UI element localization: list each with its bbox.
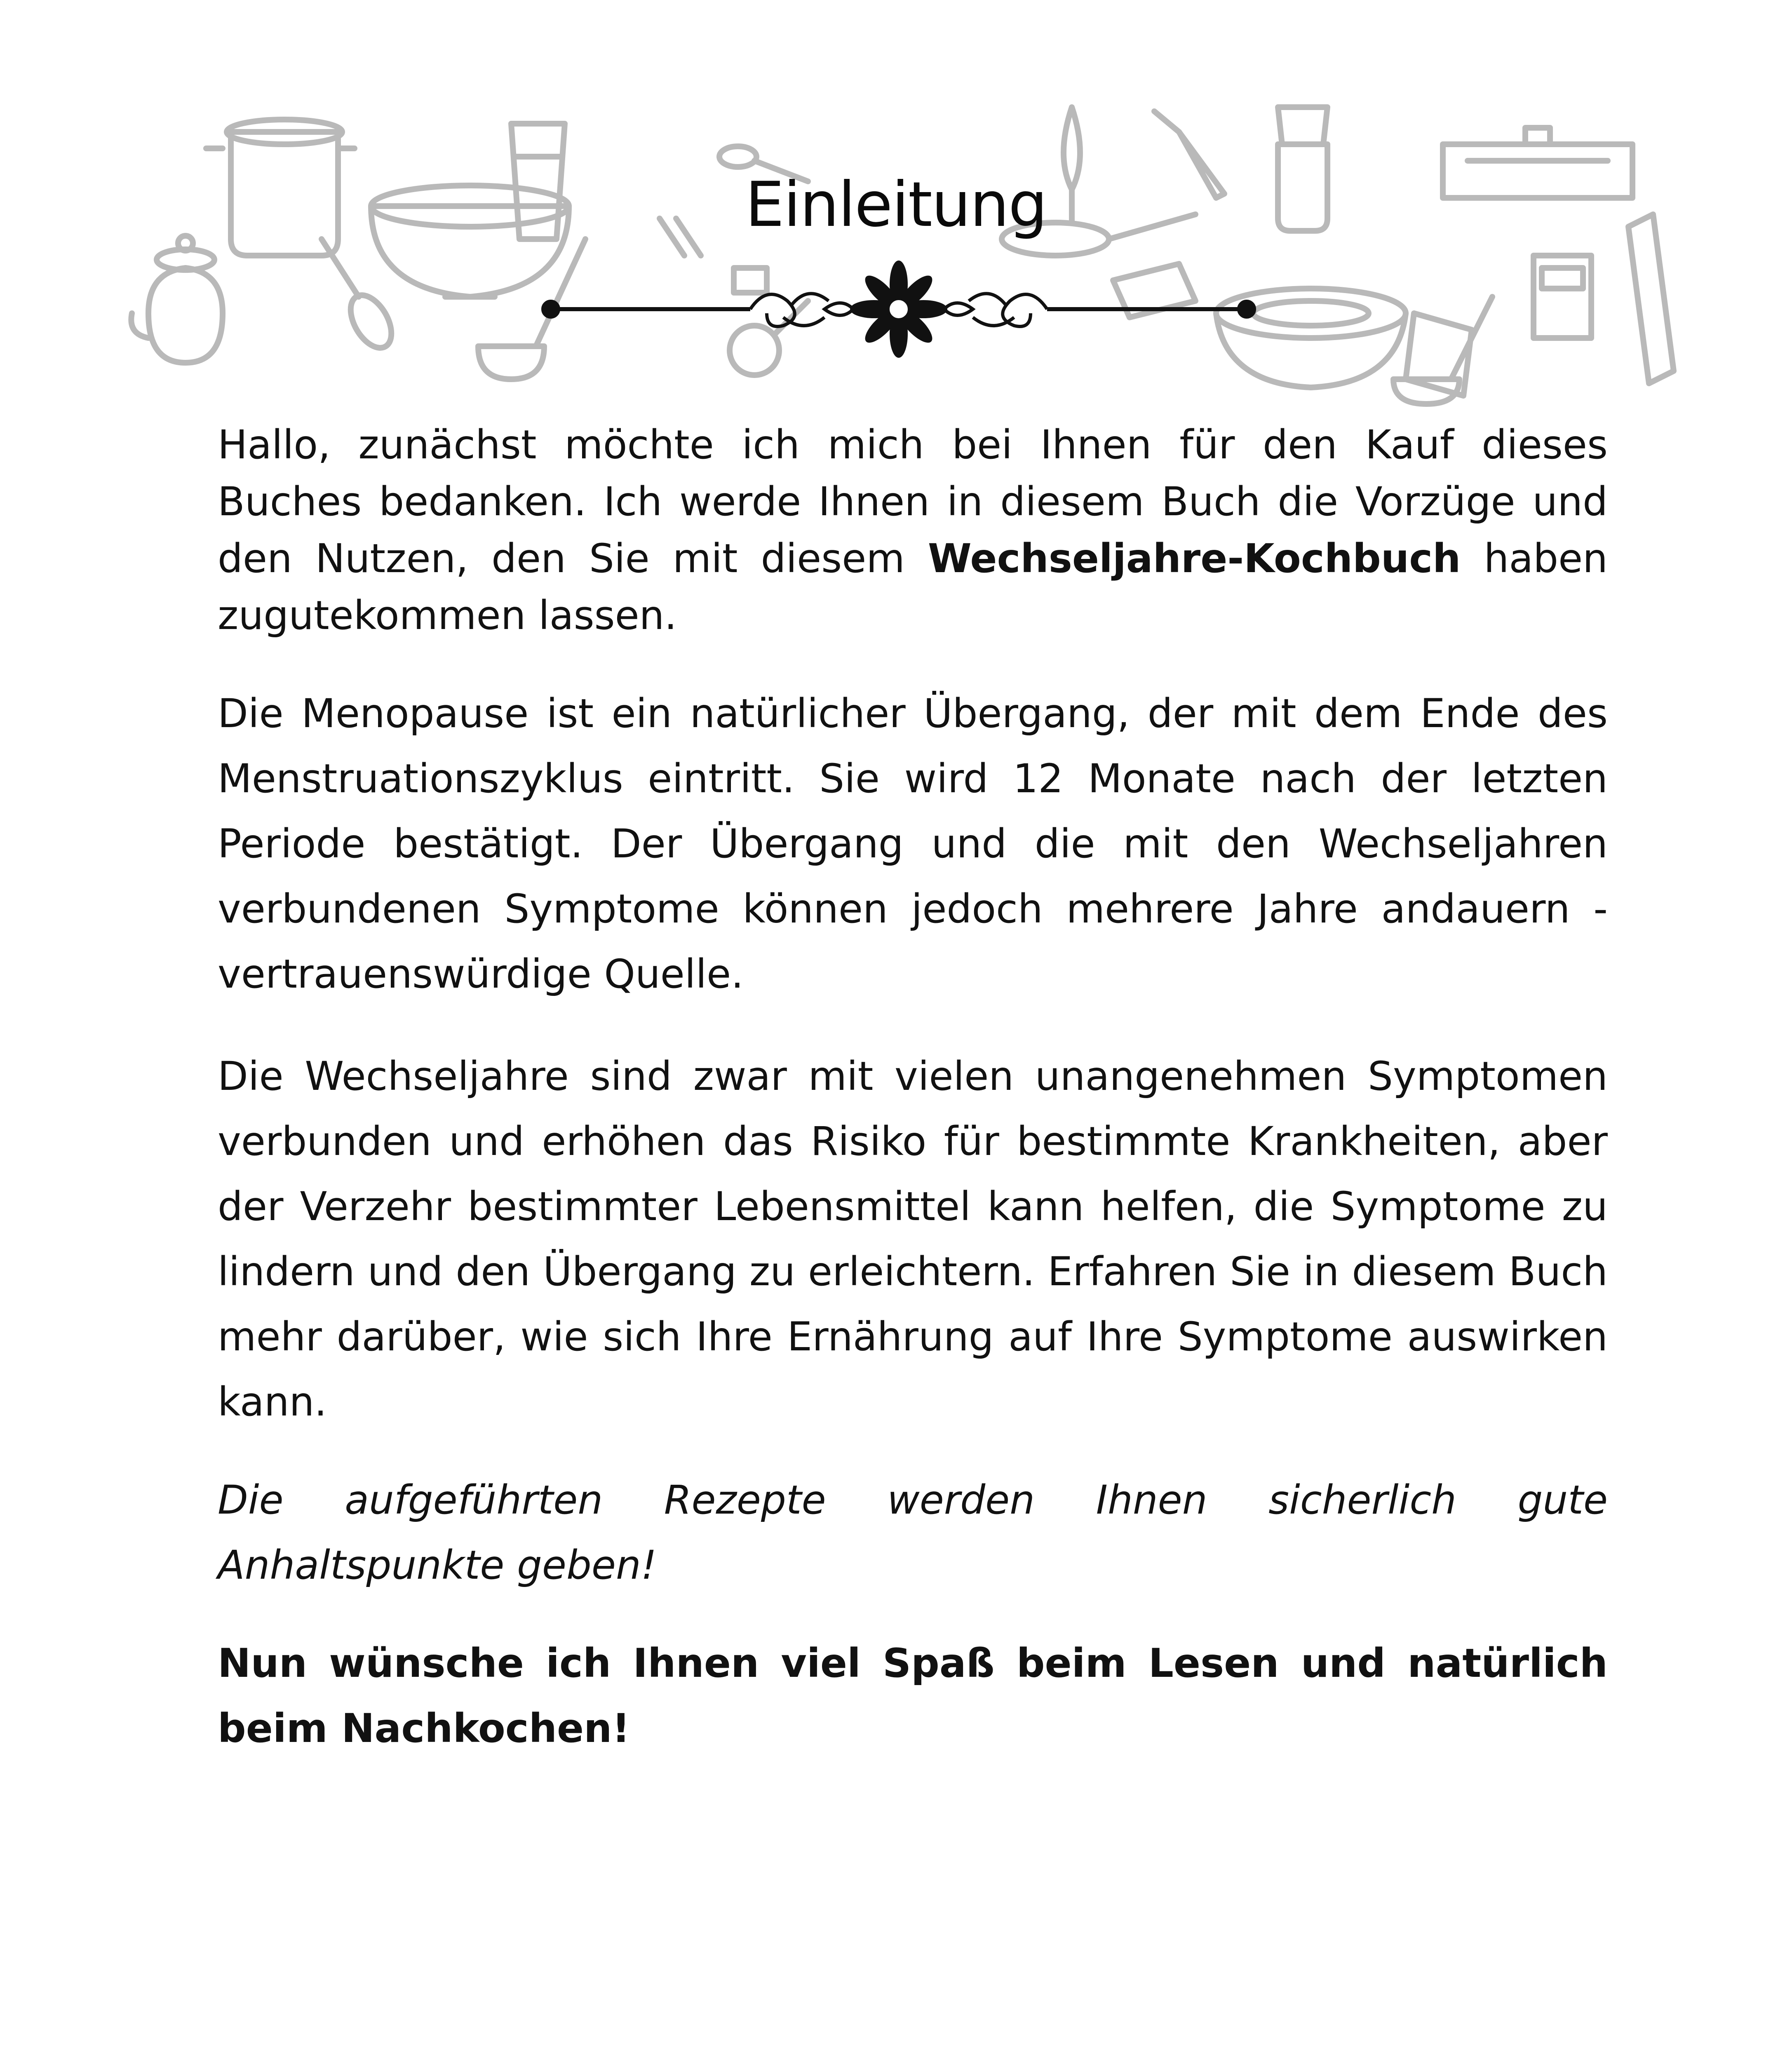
paragraph-symptoms: Die Wechseljahre sind zwar mit vielen unangenehmen Symptomen verbunden und erhöhen das Risiko für bestimmte Krankheiten, aber der Verzehr bestimmter Lebensmittel kann helfen, die Symptome zu lindern und den Übergang zu erleichtern. Erfahren Sie in diesem Buch mehr darüber, wie sich Ihre Ernährung auf Ihre Symptome auswirken kann. xyxy=(218,1053,1608,1425)
paragraph-thanks-text-end: haben zugutekommen lassen. xyxy=(218,535,1608,638)
towel-icon xyxy=(1406,313,1472,396)
page-title: Einleitung xyxy=(745,169,1047,241)
paragraph-closing-bold: Nun wünsche ich Ihnen viel Spaß beim Lesen und natürlich beim Nachkochen! xyxy=(218,1640,1608,1751)
scale-icon xyxy=(1534,256,1591,338)
paragraph-thanks-text: Hallo, zunächst möchte ich mich bei Ihnen für den Kauf dieses Buches bedanken. Ich werde Ihnen in diesem Buch die Vorzüge und den Nutzen, den Sie mit diesem xyxy=(218,422,1608,582)
intro-body xyxy=(218,416,1608,1761)
sugar-bowl-icon xyxy=(131,236,223,363)
flower-ornament-icon xyxy=(850,261,947,358)
paragraph-menopause: Die Menopause ist ein natürlicher Übergang, der mit dem Ende des Menstruationszyklus eintritt. Sie wird 12 Monate nach der letzten Periode bestätigt. Der Übergang und die mit den Wechseljahren verbundenen Symptome können jedoch mehrere Jahre andauern - vertrauenswürdige Quelle. xyxy=(218,690,1608,997)
spoon-icon xyxy=(322,239,400,355)
ladle-icon-2 xyxy=(1393,297,1492,404)
paragraph-thanks xyxy=(218,416,1608,644)
title-ornament xyxy=(536,256,1261,364)
paragraph-recipes-italic: Die aufgeführten Rezepte werden Ihnen sicherlich gute Anhaltspunkte geben! xyxy=(218,1477,1608,1588)
scroll-flourish-right-icon xyxy=(944,293,1047,326)
book-title-bold: Wechseljahre-Kochbuch xyxy=(928,535,1461,582)
scroll-flourish-left-icon xyxy=(750,293,853,326)
